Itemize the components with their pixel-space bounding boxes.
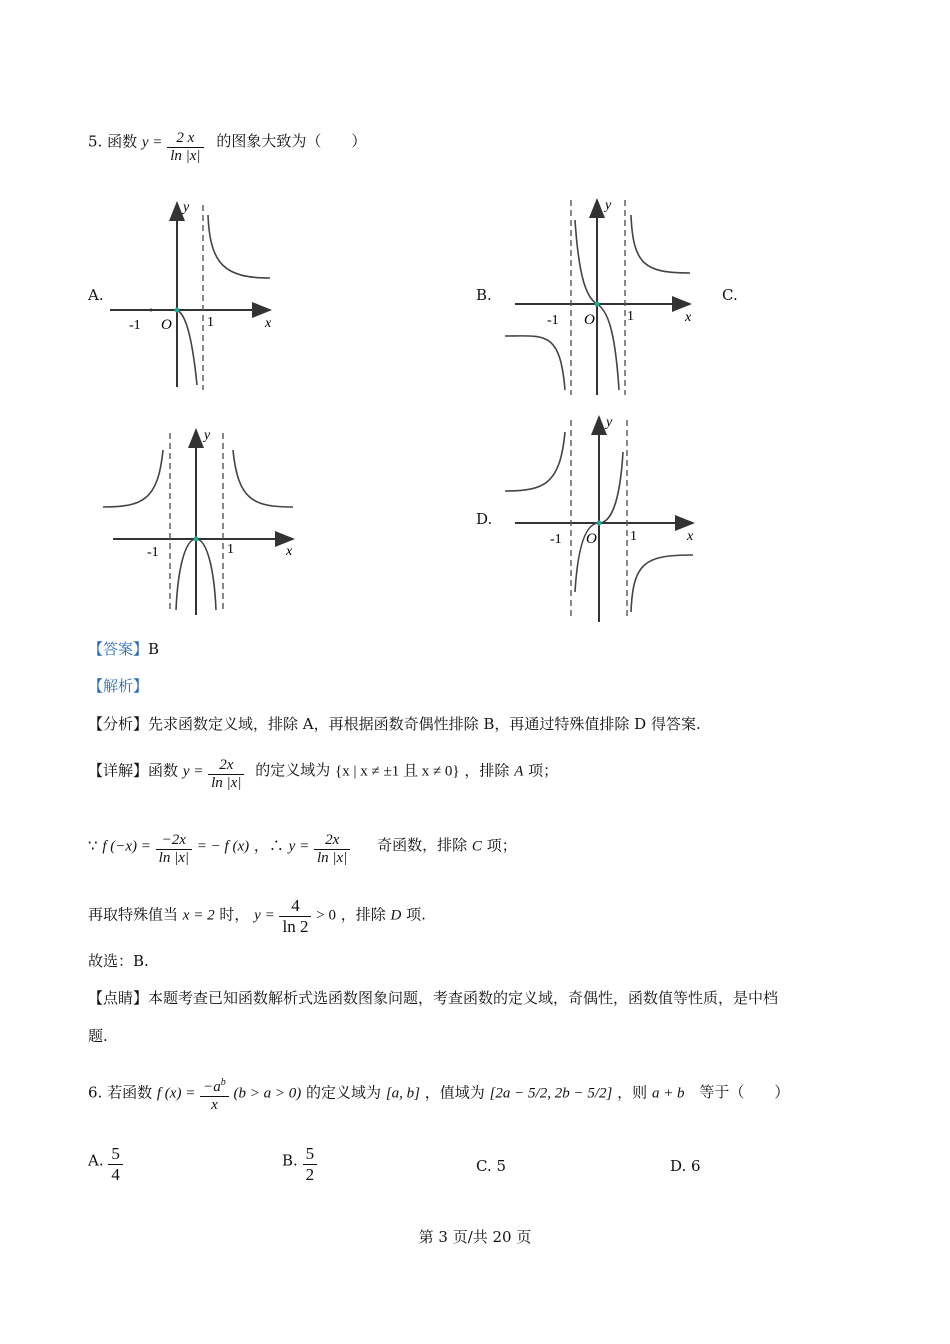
q6-option-c: C. 5 <box>476 1157 507 1175</box>
curve-branch <box>631 215 690 273</box>
tick-label-one: 1 <box>627 309 634 324</box>
tick-label-neg-one: -1 <box>550 532 562 547</box>
curve-branch <box>505 336 565 390</box>
tick-label-one: 1 <box>227 542 234 557</box>
curve-branch <box>208 215 270 278</box>
page-footer: 第 3 页/共 20 页 <box>418 1228 532 1246</box>
xiangjie-fraction: $\frac{2x}{\ln |x|}$ <box>208 757 244 793</box>
option-a-label: A. <box>88 286 104 304</box>
y-label: y <box>606 415 613 430</box>
q6-option-b: B. $\frac{5}{2}$ <box>282 1144 317 1184</box>
tick-label-one: 1 <box>207 315 214 330</box>
y-label: y <box>204 428 211 443</box>
option-d-label: D. <box>476 510 493 528</box>
dianjing-line2: 题. <box>88 1027 108 1045</box>
dianjing-line1: 【点睛】本题考查已知函数解析式选函数图象问题，考查函数的定义域，奇偶性，函数值等性质，是中档 <box>88 989 779 1007</box>
q5-formula-fraction: $\frac{2 x}{\ln |x|}$ <box>167 130 203 166</box>
tick-label-neg-one: -1 <box>129 318 141 333</box>
curve-branch <box>103 450 163 507</box>
graph-a <box>105 195 295 395</box>
q6-stem: 6. 若函数 f (x) = $\frac{-a^b}{x}$ (b > a > 0) 的定义域为 [a, b] ，值域为 [2a − 5/2, 2b − 5/2] ，则 a + b 等于（ ） <box>88 1077 790 1114</box>
tick-label-neg-one: -1 <box>547 313 559 328</box>
option-c-label: C. <box>722 286 738 304</box>
option-b-label: B. <box>476 286 492 304</box>
graph-c <box>103 425 303 620</box>
origin-point <box>194 537 199 542</box>
tick-label-one: 1 <box>630 529 637 544</box>
x-label: x <box>265 316 272 331</box>
tick-label-neg-one: -1 <box>147 545 159 560</box>
curve-branch <box>631 555 693 612</box>
origin-point <box>595 302 600 307</box>
q5-formula-lhs: y = <box>141 134 163 151</box>
odd-fraction-2: $\frac{2x}{\ln |x|}$ <box>314 832 350 868</box>
analysis-title: 【解析】 <box>88 677 149 695</box>
special-value-fraction: $\frac{4}{\ln 2}$ <box>279 896 311 936</box>
curve-branch <box>505 432 565 491</box>
odd-fraction-1: $\frac{-2x}{\ln |x|}$ <box>156 832 192 868</box>
tick-neg-one <box>150 309 153 312</box>
origin-label: O <box>586 531 597 547</box>
q6-option-a: A. $\frac{5}{4}$ <box>88 1144 123 1184</box>
answer-line: 【答案】B <box>88 640 160 658</box>
odd-function-line: ∵ f (−x) = $\frac{-2x}{\ln |x|}$ = − f (x) ，∴ y = $\frac{2x}{\ln |x|}$ 奇函数，排除 C 项； <box>88 832 517 867</box>
x-label: x <box>685 310 692 325</box>
guxuan: 故选：B. <box>88 952 149 970</box>
origin-label: O <box>161 317 172 333</box>
q6-option-d: D. 6 <box>670 1157 701 1175</box>
q6-fraction: $\frac{-a^b}{x}$ <box>200 1077 229 1115</box>
origin-point <box>597 521 602 526</box>
graph-b <box>505 195 705 400</box>
xiangjie-line: 【详解】函数 y = $\frac{2x}{\ln |x|}$ 的定义域为 {x | x ≠ ±1 且 x ≠ 0} ，排除 A 项； <box>88 757 559 792</box>
origin-label: O <box>584 312 595 328</box>
y-label: y <box>605 198 612 213</box>
curve-branch <box>233 450 293 507</box>
origin-point <box>175 308 180 313</box>
x-label: x <box>687 529 694 544</box>
special-value-line: 再取特殊值当 x = 2 时， y = $\frac{4}{\ln 2}$ > 0 ，排除 D 项. <box>88 896 426 936</box>
fenxi-line: 【分析】先求函数定义域，排除 A，再根据函数奇偶性排除 B，再通过特殊值排除 D 得答案. <box>88 715 701 733</box>
curve-branch <box>177 310 197 385</box>
x-label: x <box>286 544 293 559</box>
q5-stem: 5. 函数 y = $\frac{2 x}{\ln |x|}$ 的图象大致为（ ） <box>88 130 367 165</box>
domain-set: {x | x ≠ ±1 且 x ≠ 0} <box>335 763 460 780</box>
graph-d <box>505 412 705 627</box>
y-label: y <box>183 200 190 215</box>
